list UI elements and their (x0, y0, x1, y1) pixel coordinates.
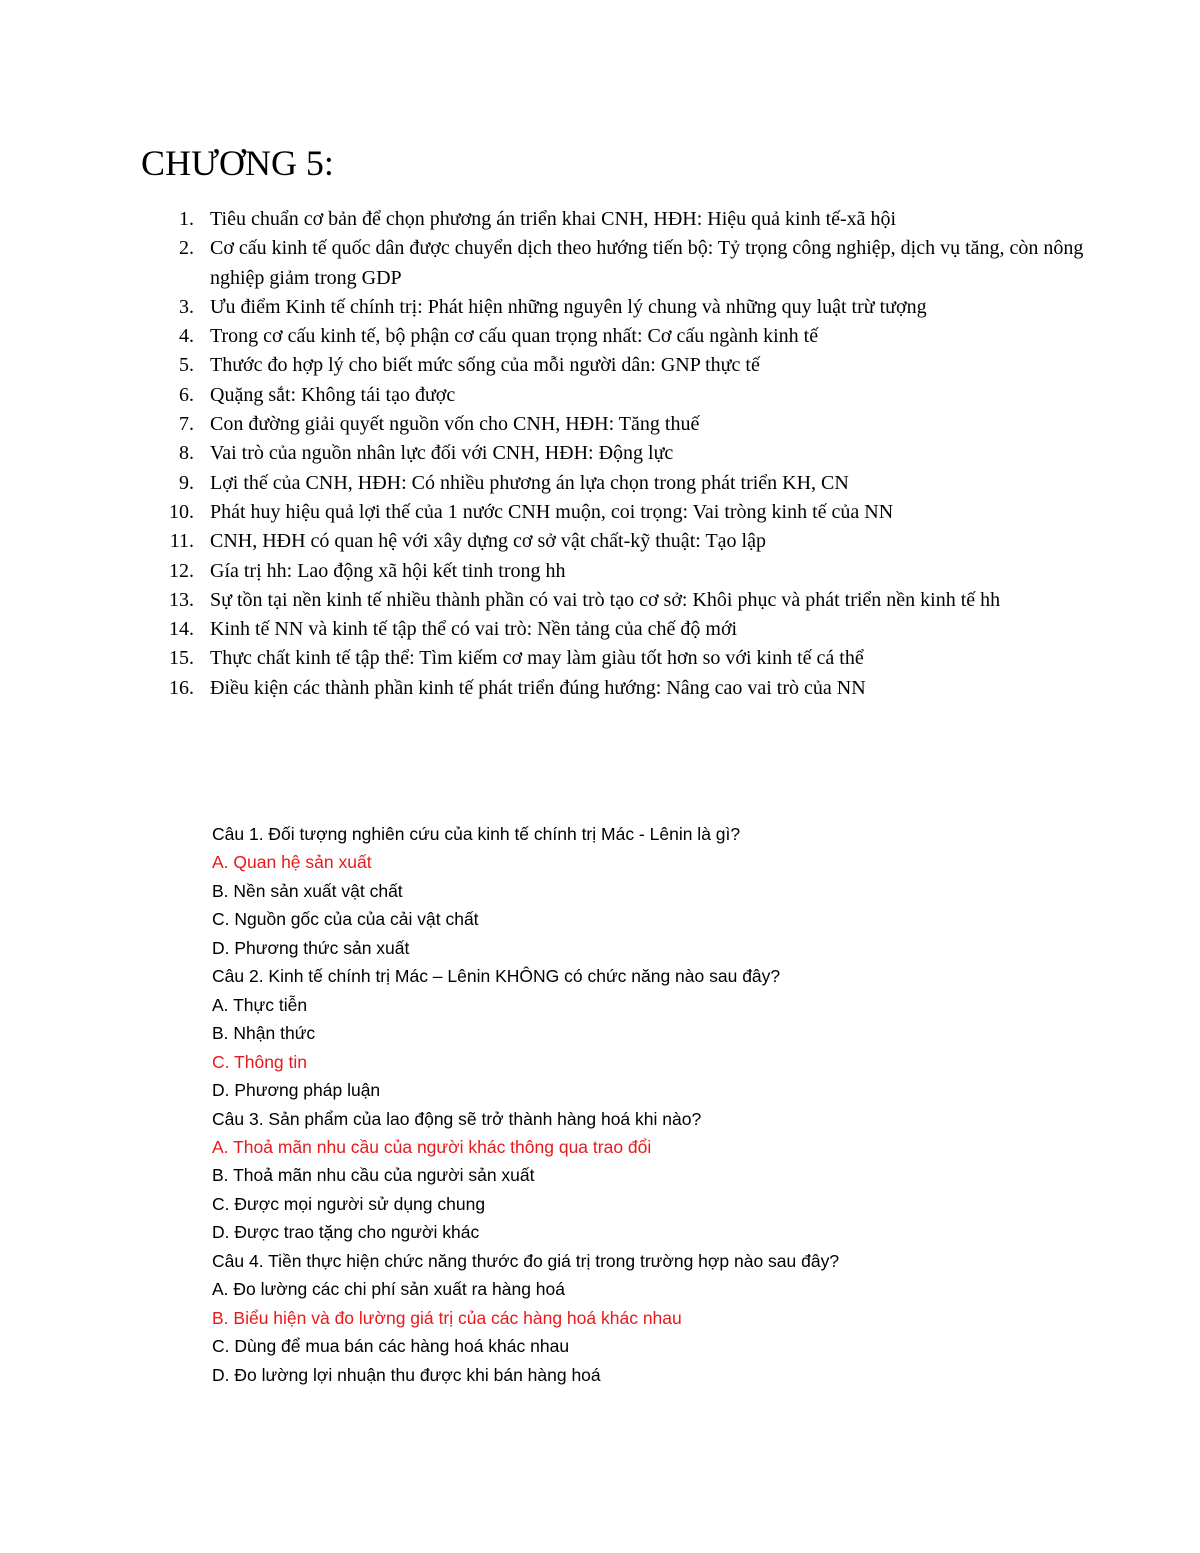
correct-answer: A. Quan hệ sản xuất (212, 852, 372, 873)
item-text: Thực chất kinh tế tập thể: Tìm kiếm cơ may làm giàu tốt hơn so với kinh tế cá thể (210, 647, 864, 670)
summary-item (150, 410, 1090, 439)
quiz-section (212, 820, 1112, 1389)
answer-option: C. Dùng để mua bán các hàng hoá khác nhau (212, 1336, 570, 1357)
item-text: Trong cơ cấu kinh tế, bộ phận cơ cấu quan trọng nhất: Cơ cấu ngành kinh tế (210, 325, 819, 348)
item-text: Phát huy hiệu quả lợi thế của 1 nước CNH muộn, coi trọng: Vai tròng kinh tế của NN (210, 500, 894, 523)
correct-answer: A. Thoả mãn nhu cầu của người khác thông qua trao đổi (212, 1136, 652, 1157)
item-number: 5. (179, 354, 194, 377)
item-text: Ưu điểm Kinh tế chính trị: Phát hiện những nguyên lý chung và những quy luật trừ tượng (210, 295, 927, 318)
answer-option: D. Phương pháp luận (212, 1080, 381, 1101)
answer-option: D. Đo lường lợi nhuận thu được khi bán hàng hoá (212, 1364, 601, 1385)
correct-answer: C. Thông tin (212, 1051, 308, 1072)
item-number: 9. (179, 471, 194, 494)
item-text: Sự tồn tại nền kinh tế nhiều thành phần có vai trò tạo cơ sở: Khôi phục và phát triển nền kinh tế hh (210, 588, 1001, 611)
summary-item (150, 615, 1090, 644)
summary-item (150, 234, 1090, 293)
answer-option: A. Thực tiễn (212, 994, 308, 1015)
summary-item (150, 322, 1090, 351)
item-text: Con đường giải quyết nguồn vốn cho CNH, HĐH: Tăng thuế (210, 413, 700, 436)
question-1: Câu 1. Đối tượng nghiên cứu của kinh tế chính trị Mác - Lênin là gì? (212, 824, 741, 844)
item-number: 11. (169, 530, 194, 553)
item-number: 4. (179, 325, 194, 348)
item-text: Tiêu chuẩn cơ bản để chọn phương án triển khai CNH, HĐH: Hiệu quả kinh tế-xã hội (210, 208, 897, 230)
summary-item (150, 351, 1090, 380)
summary-item (150, 557, 1090, 586)
item-number: 14. (169, 618, 194, 641)
item-number: 6. (179, 383, 194, 406)
item-number: 2. (179, 237, 194, 260)
summary-item (150, 439, 1090, 468)
item-text: Vai trò của nguồn nhân lực đối với CNH, HĐH: Động lực (210, 442, 674, 465)
item-number: 13. (169, 588, 194, 611)
summary-item (150, 527, 1090, 556)
answer-option: B. Thoả mãn nhu cầu của người sản xuất (212, 1165, 535, 1186)
question-2: Câu 2. Kinh tế chính trị Mác – Lênin KHÔNG có chức năng nào sau đây? (212, 966, 781, 987)
item-text: Lợi thế của CNH, HĐH: Có nhiều phương án lựa chọn trong phát triển KH, CN (210, 471, 849, 494)
item-number: 1. (179, 208, 194, 230)
summary-item (150, 293, 1090, 322)
summary-item (150, 586, 1090, 615)
summary-list (150, 205, 1090, 703)
item-number: 12. (169, 559, 194, 582)
answer-option: C. Được mọi người sử dụng chung (212, 1193, 486, 1214)
item-number: 3. (179, 295, 194, 318)
item-text: Điều kiện các thành phần kinh tế phát triển đúng hướng: Nâng cao vai trò của NN (210, 676, 866, 699)
answer-option: D. Phương thức sản xuất (212, 937, 410, 958)
item-text: Cơ cấu kinh tế quốc dân được chuyển dịch theo hướng tiến bộ: Tỷ trọng công nghiệp, dịch vụ tăng, còn nông nghiệp giảm trong GDP (210, 237, 1084, 289)
question-4: Câu 4. Tiền thực hiện chức năng thước đo giá trị trong trường hợp nào sau đây? (212, 1250, 840, 1271)
item-text: Kinh tế NN và kinh tế tập thể có vai trò: Nền tảng của chế độ mới (210, 618, 738, 641)
item-text: CNH, HĐH có quan hệ với xây dựng cơ sở vật chất-kỹ thuật: Tạo lập (210, 530, 766, 553)
item-text: Quặng sắt: Không tái tạo được (210, 383, 456, 406)
summary-item (150, 469, 1090, 498)
item-number: 15. (169, 647, 194, 670)
item-number: 16. (169, 676, 194, 699)
correct-answer: B. Biểu hiện và đo lường giá trị của các hàng hoá khác nhau (212, 1307, 682, 1328)
summary-item (150, 644, 1090, 673)
answer-option: B. Nền sản xuất vật chất (212, 880, 403, 901)
item-text: Gía trị hh: Lao động xã hội kết tinh trong hh (210, 559, 566, 582)
item-number: 8. (179, 442, 194, 465)
summary-item (150, 498, 1090, 527)
chapter-title: CHƯƠNG 5: (141, 143, 334, 183)
answer-option: C. Nguồn gốc của của cải vật chất (212, 909, 479, 930)
answer-option: A. Đo lường các chi phí sản xuất ra hàng hoá (212, 1279, 565, 1300)
item-number: 10. (169, 500, 194, 523)
answer-option: B. Nhận thức (212, 1023, 316, 1044)
summary-item (150, 674, 1090, 703)
item-text: Thước đo hợp lý cho biết mức sống của mỗi người dân: GNP thực tế (210, 354, 760, 377)
summary-item (150, 381, 1090, 410)
item-number: 7. (179, 413, 194, 436)
question-3: Câu 3. Sản phẩm của lao động sẽ trở thành hàng hoá khi nào? (212, 1108, 702, 1129)
answer-option: D. Được trao tặng cho người khác (212, 1222, 480, 1243)
summary-item (150, 205, 1090, 234)
